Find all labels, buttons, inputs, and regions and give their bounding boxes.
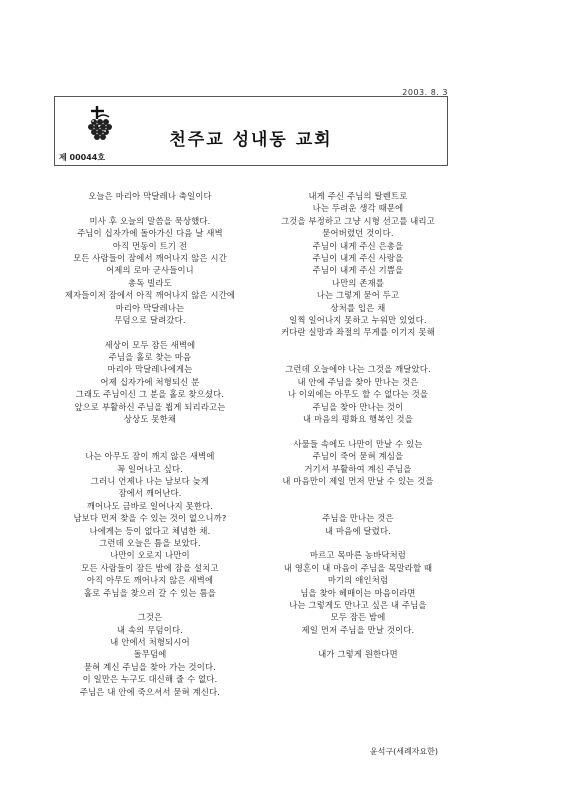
poem-line: 세상이 모두 잠든 새벽에 <box>104 339 196 350</box>
poem-line <box>258 537 458 549</box>
poem-line: 마리아 막달레나는 <box>115 302 185 313</box>
poem-line <box>50 202 250 214</box>
poem-line: 무덤으로 달려갔다. <box>114 314 186 325</box>
poem-line: 님을 찾아 헤매이는 마음이라면 <box>300 587 416 598</box>
newsletter-header <box>54 96 448 166</box>
poem-line: 주님을 홀로 찾는 마음 <box>108 352 192 363</box>
poem-line: 나만의 존재를 <box>331 277 385 288</box>
poem-line: 나는 그렇게 묻어 두고 <box>316 290 400 301</box>
poem-line: 홀로 주님을 찾으러 갈 수 있는 틈을 <box>83 587 217 598</box>
poem-line: 주님이 십자가에 돌아가신 다음 날 새벽 <box>77 228 223 239</box>
poem-line: 모두 잠든 밤에 <box>330 612 386 623</box>
poem-line: 그러니 언제나 나는 남보다 늦게 <box>90 475 210 486</box>
poem-line: 커다란 실망과 좌절의 무게를 이기지 못해 <box>281 327 435 338</box>
poem-line <box>50 438 250 450</box>
poem-line: 오늘은 마리아 막달레나 축일이다 <box>88 191 212 201</box>
poem-line: 돌무덤에 <box>133 649 167 660</box>
poem-line: 앞으로 부활하신 주님을 뵙게 되리라고는 <box>74 401 226 412</box>
poem-line: 상처를 입은 채 <box>330 302 386 313</box>
church-name-title: 천주교 성내동 교회 <box>169 130 333 150</box>
poem-line <box>258 425 458 437</box>
poem-line: 주님을 찾아 만나는 것이 <box>312 401 404 412</box>
poem-line <box>50 599 250 611</box>
poem-line: 상상도 못한채 <box>123 414 177 425</box>
poem-line: 내 영혼이 내 마음이 주님을 목말라할 때 <box>283 562 433 573</box>
poem-line: 나만이 오로지 나만이 <box>110 550 190 561</box>
poem-line: 모든 사람들이 잠에서 깨어나지 않은 시간 <box>73 252 227 263</box>
poem-line: 마리아 막달레나에게는 <box>107 364 193 375</box>
poem-line: 내 속의 무덤이다. <box>116 624 184 635</box>
poem-line: 아직 아무도 깨어나지 않은 새벽에 <box>86 575 214 586</box>
issue-date: 2003. 8. 3 <box>402 88 448 97</box>
poem-left-column <box>50 190 250 698</box>
poem-line: 마르고 목마른 농바닥처럼 <box>309 550 407 561</box>
poem-line: 거기서 부활하여 계신 주님을 <box>304 463 412 474</box>
poem-line: 나에게는 등이 없다고 체념한 채. <box>89 525 211 536</box>
poem-line: 어제의 로마 군사들이니 <box>106 265 194 276</box>
poem-line: 나는 아무도 잠이 깨지 않은 새벽에 <box>85 451 215 462</box>
poem-line: 일찍 일어나지 못하고 누워만 있었다. <box>289 314 427 325</box>
poem-line: 내가 그렇게 원한다면 <box>318 649 398 660</box>
poem-line: 내 마음의 평화요 행복인 것을 <box>303 414 413 425</box>
poem-line <box>258 339 458 351</box>
poem-line: 주님이 내게 주신 은총을 <box>312 240 404 251</box>
poem-line: 꼭 일어나고 싶다. <box>116 463 184 474</box>
issue-number: 제 00044호 <box>59 153 106 162</box>
poem-line: 잠에서 깨어난다. <box>118 488 182 499</box>
poem-line: 그것을 부정하고 그냥 시형 선고를 내리고 <box>281 215 435 226</box>
poem-line: 마기의 애인처럼 <box>327 575 389 586</box>
poem-line <box>50 425 250 437</box>
poem-line: 내 안에서 처형되시어 <box>110 637 190 648</box>
poem-line: 사물들 속에도 나만이 만날 수 있는 <box>293 438 423 449</box>
poem-line: 그래도 주님이신 그 분을 홀로 찾으셨다. <box>75 389 225 400</box>
poem-line: 이 일만은 누구도 대신해 줄 수 없다. <box>82 674 218 685</box>
poem-line: 남보다 먼저 찾을 수 있는 것이 없으니까? <box>73 513 227 524</box>
poem-line: 내 안에 주님을 찾아 만나는 것은 <box>297 376 419 387</box>
poem-line <box>50 326 250 338</box>
poem-line: 묻어버렸던 것이다. <box>322 228 394 239</box>
poem-line: 주님을 만나는 것은 <box>322 513 394 524</box>
poem-line: 미사 후 오늘의 말씀을 묵상했다. <box>89 215 211 226</box>
poem-line: 묻혀 계신 주님을 찾아 가는 것이다. <box>83 661 217 672</box>
poem-line: 모든 사람들이 잠든 밤에 잠을 설치고 <box>81 562 219 573</box>
poem-line: 주님이 내게 주신 기쁨을 <box>312 265 404 276</box>
author-signature: 윤석구(세례자요한) <box>369 747 438 756</box>
poem-line: 제자들이저 잠에서 아직 깨어나지 않은 시간에 <box>64 290 236 301</box>
poem-line: 주님이 죽어 묻혀 계심을 <box>312 451 404 462</box>
poem-line: 내 마음에 달렸다. <box>324 525 392 536</box>
poem-line: 어제 십자가에 처형되신 분 <box>100 376 200 387</box>
poem-line: 나 이외에는 아무도 할 수 없다는 것을 <box>287 389 429 400</box>
poem-line: 총독 빌라도 <box>128 277 172 288</box>
poem-line: 그것은 <box>137 612 163 623</box>
poem-line: 내게 주신 주님의 탈렌트로 <box>308 191 408 201</box>
poem-line: 깨어나도 금바로 일어나지 못한다. <box>86 500 214 511</box>
poem-line: 그런데 오늘은 틈을 보았다. <box>99 537 201 548</box>
poem-line: 나는 두려운 생각 때문에 <box>312 203 404 214</box>
poem-line: 나는 그렇게도 만나고 싶은 내 주님을 <box>289 599 427 610</box>
poem-line <box>258 487 458 499</box>
poem-line: 아직 먼동이 트기 전 <box>112 240 188 251</box>
poem-line <box>258 351 458 363</box>
poem-line: 내 마음만이 제일 먼저 만날 수 있는 것을 <box>282 475 434 486</box>
poem-line: 그런데 오늘에야 나는 그것을 깨달았다. <box>285 364 431 375</box>
poem-line: 제일 먼저 주님을 만날 것이다. <box>301 624 415 635</box>
poem-line: 주님이 내게 주신 사랑을 <box>312 252 404 263</box>
poem-line: 주님은 내 안에 죽으셔서 묻혀 계신다. <box>79 686 221 697</box>
poem-line <box>258 500 458 512</box>
poem-line <box>258 636 458 648</box>
poem-right-column <box>258 190 458 661</box>
